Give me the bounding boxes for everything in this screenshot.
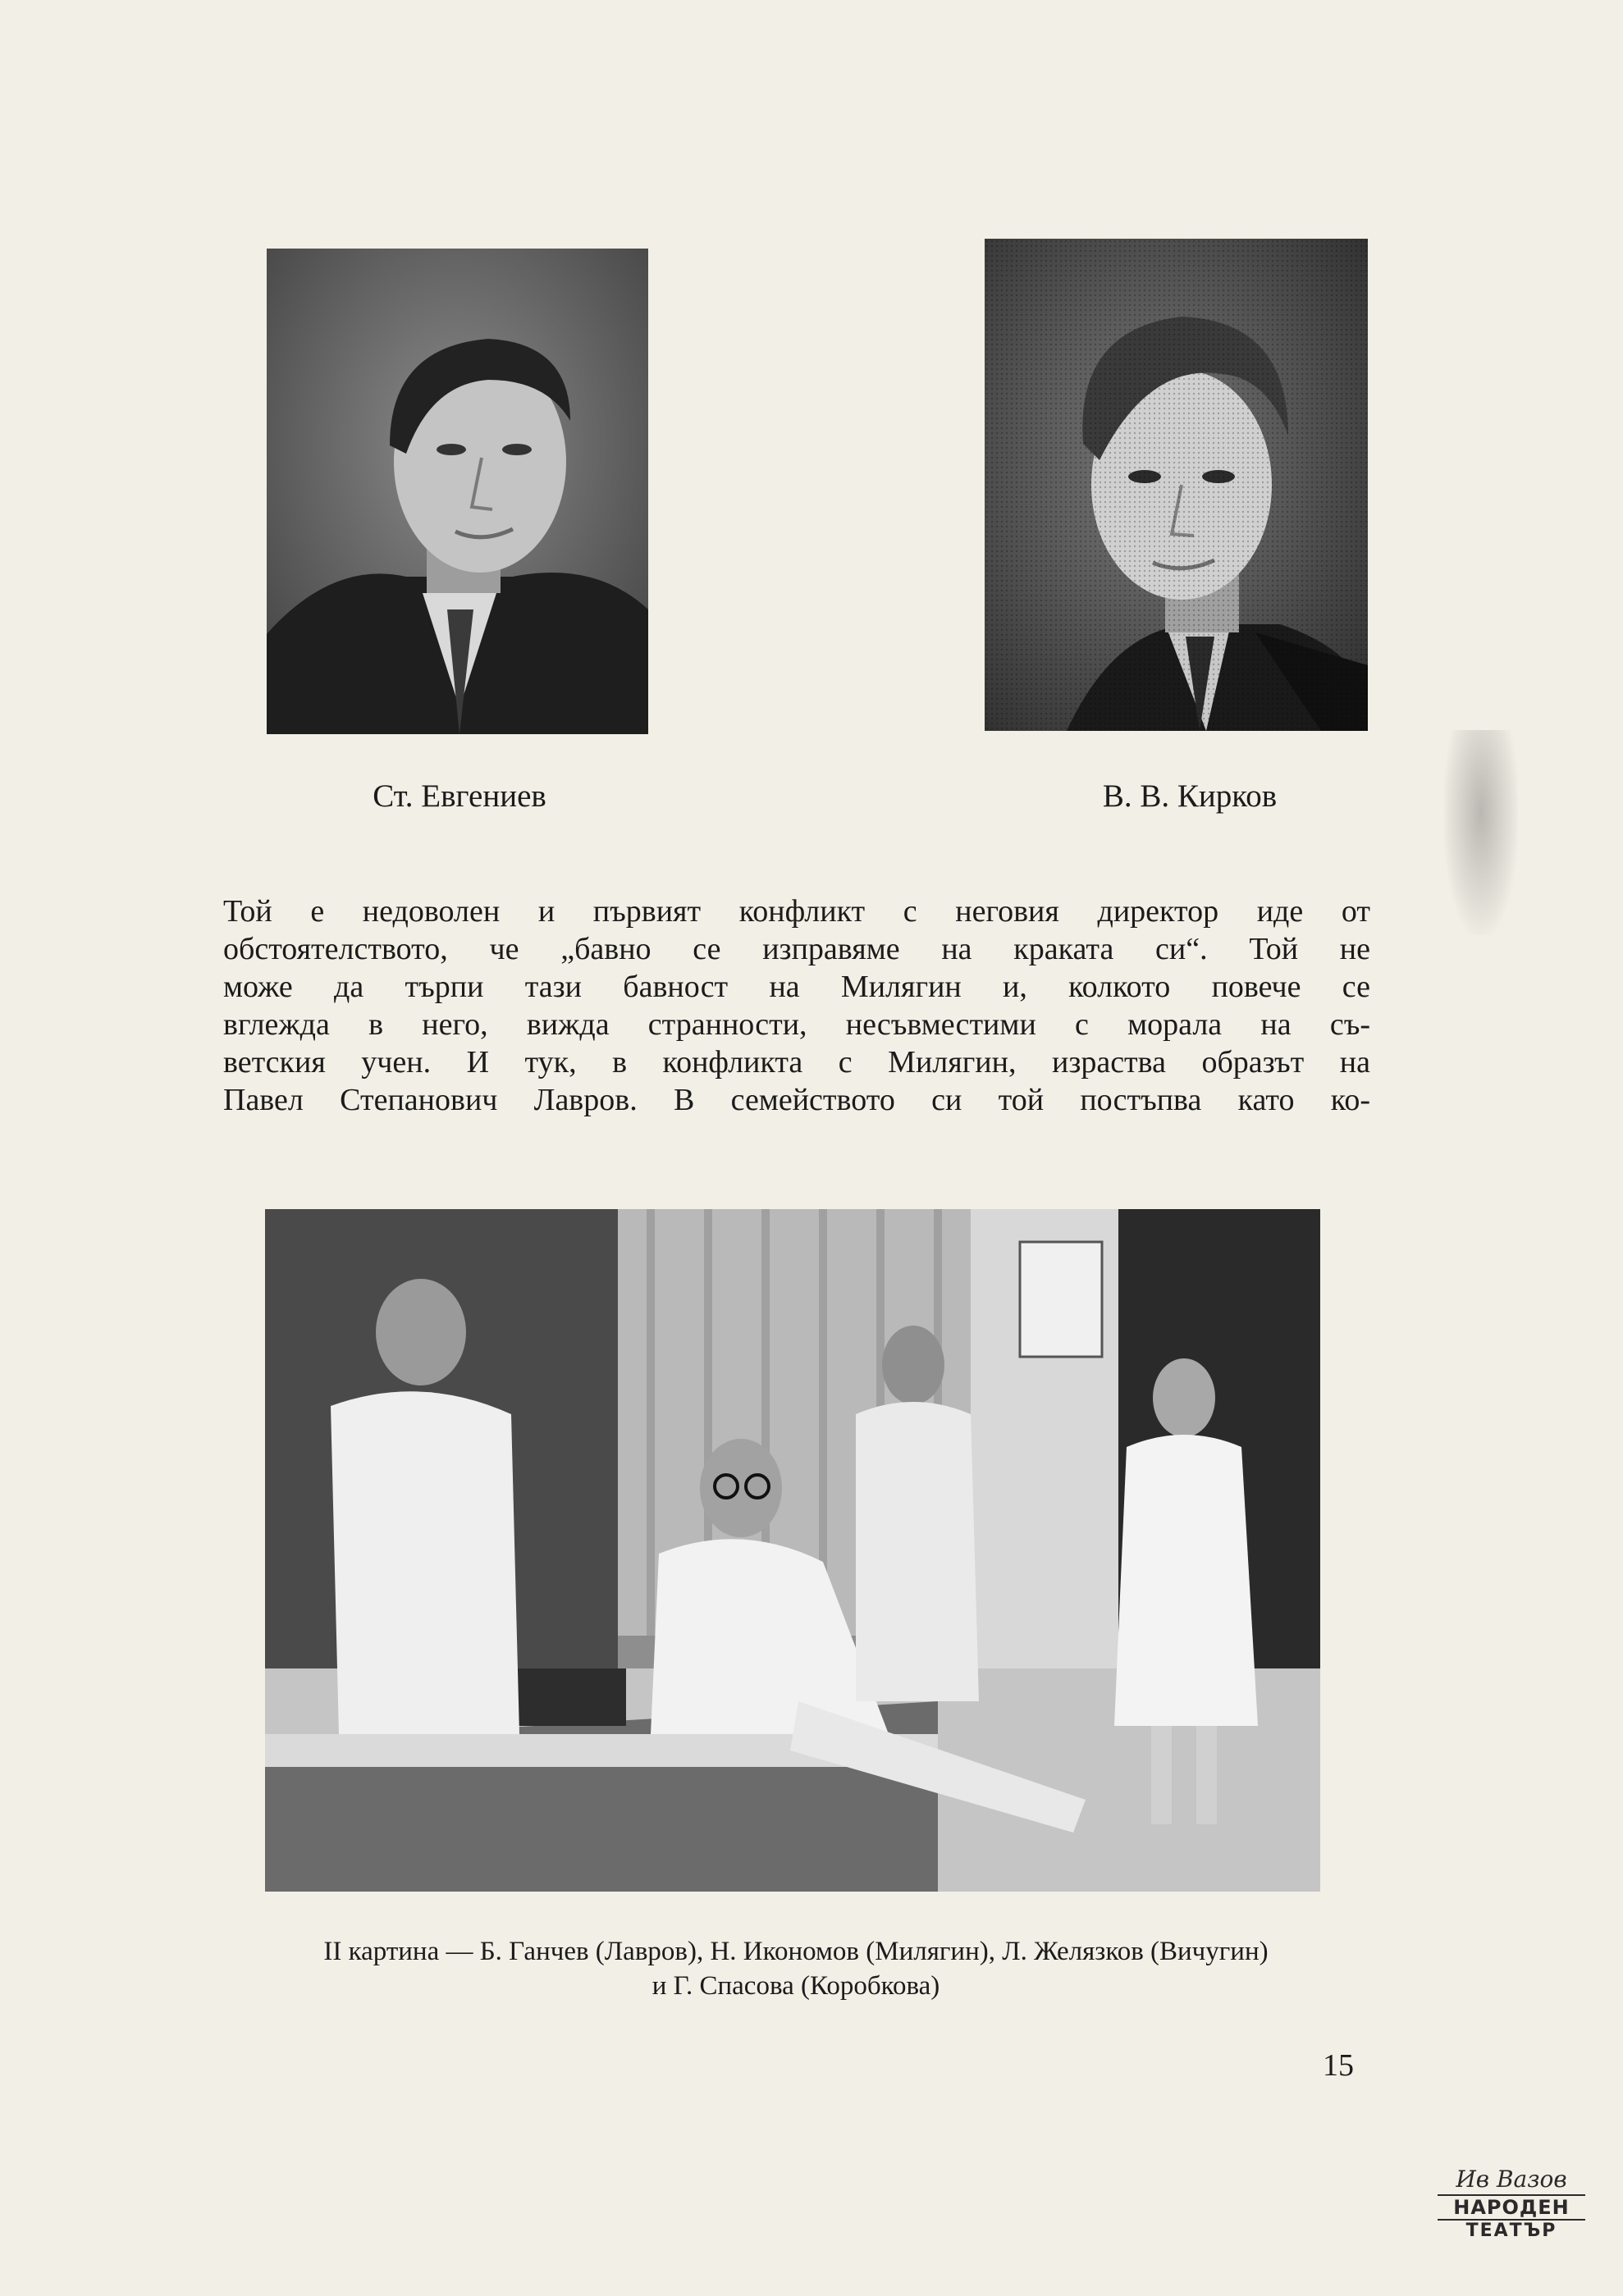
body-line: Павел Степанович Лавров. В семейството си той постъпва като ко-: [223, 1083, 1370, 1117]
scene-caption-line-1: II картина — Б. Ганчев (Лавров), Н. Икономов (Милягин), Л. Желязков (Вичугин): [323, 1937, 1269, 1966]
national-theatre-stamp: [1438, 2166, 1585, 2264]
body-line: ветския учен. И тук, в конфликта с Милягин, израства образът на: [223, 1045, 1370, 1080]
portrait-photo-kirkov: [985, 239, 1368, 731]
scene-caption-line-2: и Г. Спасова (Коробкова): [651, 1971, 940, 2001]
body-paragraph: [223, 892, 1370, 1119]
stamp-line-2: ТЕАТЪР: [1465, 2221, 1557, 2241]
page-number: 15: [1323, 2048, 1354, 2083]
body-line: Той е недоволен и първият конфликт с неговия директор иде от: [223, 894, 1370, 929]
scene-photo: [265, 1209, 1320, 1892]
body-line: обстоятелството, че „бавно се изправяме на краката си“. Той не: [223, 932, 1370, 966]
portrait-photo-evgeniev: [267, 249, 648, 734]
stamp-signature: Ив Вазов: [1456, 2166, 1567, 2193]
stamp-line-1: НАРОДЕН: [1438, 2194, 1585, 2221]
portrait-caption-kirkov: В. В. Кирков: [1102, 778, 1278, 814]
body-line: вглежда в него, вижда странности, несъвместими с морала на съ-: [223, 1007, 1370, 1042]
portrait-caption-evgeniev: Ст. Евгениев: [373, 778, 546, 814]
scene-photo-caption: [197, 1934, 1395, 2003]
body-line: може да търпи тази бавност на Милягин и, колкото повече се: [223, 970, 1370, 1004]
paper-smudge: [1444, 730, 1518, 935]
